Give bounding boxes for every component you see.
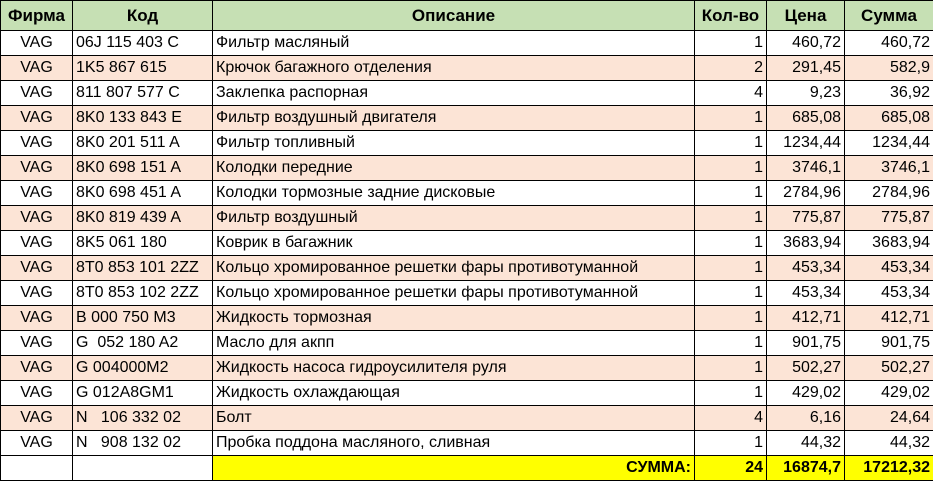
cell-code: B 000 750 M3 [73, 306, 213, 331]
cell-sum: 3683,94 [845, 231, 933, 256]
header-row [1, 1, 933, 31]
cell-qty: 1 [695, 281, 767, 306]
cell-firm: VAG [1, 331, 73, 356]
cell-firm: VAG [1, 231, 73, 256]
cell-description: Фильтр топливный [213, 131, 695, 156]
cell-description: Фильтр воздушный [213, 206, 695, 231]
cell-qty: 1 [695, 131, 767, 156]
cell-qty: 4 [695, 81, 767, 106]
cell-firm: VAG [1, 406, 73, 431]
cell-sum: 429,02 [845, 381, 933, 406]
cell-code: N 106 332 02 [73, 406, 213, 431]
totals-blank-firm [1, 456, 73, 481]
table-row [1, 81, 933, 106]
cell-price: 6,16 [767, 406, 845, 431]
cell-qty: 1 [695, 206, 767, 231]
cell-description: Колодки передние [213, 156, 695, 181]
table-body [1, 31, 933, 456]
cell-price: 1234,44 [767, 131, 845, 156]
cell-price: 453,34 [767, 256, 845, 281]
cell-code: 8K0 698 451 A [73, 181, 213, 206]
cell-sum: 460,72 [845, 31, 933, 56]
table-row [1, 331, 933, 356]
table-row [1, 231, 933, 256]
cell-sum: 775,87 [845, 206, 933, 231]
cell-description: Крючок багажного отделения [213, 56, 695, 81]
header-firm: Фирма [1, 1, 73, 31]
table-row [1, 56, 933, 81]
cell-description: Масло для акпп [213, 331, 695, 356]
cell-firm: VAG [1, 56, 73, 81]
header-sum: Сумма [845, 1, 933, 31]
cell-price: 685,08 [767, 106, 845, 131]
totals-blank-code [73, 456, 213, 481]
header-qty: Кол-во [695, 1, 767, 31]
cell-sum: 901,75 [845, 331, 933, 356]
cell-qty: 1 [695, 256, 767, 281]
cell-firm: VAG [1, 431, 73, 456]
cell-sum: 2784,96 [845, 181, 933, 206]
cell-qty: 1 [695, 231, 767, 256]
cell-sum: 582,9 [845, 56, 933, 81]
cell-price: 775,87 [767, 206, 845, 231]
table-row [1, 256, 933, 281]
cell-price: 460,72 [767, 31, 845, 56]
cell-code: 8T0 853 101 2ZZ [73, 256, 213, 281]
table-row [1, 31, 933, 56]
cell-price: 429,02 [767, 381, 845, 406]
cell-description: Заклепка распорная [213, 81, 695, 106]
cell-firm: VAG [1, 281, 73, 306]
cell-qty: 1 [695, 356, 767, 381]
cell-qty: 2 [695, 56, 767, 81]
cell-qty: 4 [695, 406, 767, 431]
table-row [1, 281, 933, 306]
cell-firm: VAG [1, 106, 73, 131]
cell-price: 44,32 [767, 431, 845, 456]
cell-description: Кольцо хромированное решетки фары противотуманной [213, 256, 695, 281]
cell-sum: 502,27 [845, 356, 933, 381]
cell-price: 502,27 [767, 356, 845, 381]
cell-description: Пробка поддона масляного, сливная [213, 431, 695, 456]
table-row [1, 206, 933, 231]
cell-firm: VAG [1, 131, 73, 156]
cell-qty: 1 [695, 381, 767, 406]
table-row [1, 381, 933, 406]
cell-firm: VAG [1, 31, 73, 56]
cell-price: 901,75 [767, 331, 845, 356]
cell-firm: VAG [1, 81, 73, 106]
cell-firm: VAG [1, 206, 73, 231]
cell-description: Жидкость насоса гидроусилителя руля [213, 356, 695, 381]
cell-price: 453,34 [767, 281, 845, 306]
cell-firm: VAG [1, 181, 73, 206]
cell-code: 8K0 819 439 A [73, 206, 213, 231]
cell-price: 3683,94 [767, 231, 845, 256]
table-row [1, 431, 933, 456]
cell-qty: 1 [695, 181, 767, 206]
cell-description: Фильтр воздушный двигателя [213, 106, 695, 131]
cell-firm: VAG [1, 156, 73, 181]
cell-price: 412,71 [767, 306, 845, 331]
cell-code: G 012A8GM1 [73, 381, 213, 406]
cell-firm: VAG [1, 356, 73, 381]
cell-description: Фильтр масляный [213, 31, 695, 56]
cell-qty: 1 [695, 331, 767, 356]
cell-qty: 1 [695, 156, 767, 181]
cell-sum: 24,64 [845, 406, 933, 431]
cell-description: Кольцо хромированное решетки фары противотуманной [213, 281, 695, 306]
header-price: Цена [767, 1, 845, 31]
totals-qty: 24 [695, 456, 767, 481]
cell-price: 3746,1 [767, 156, 845, 181]
cell-code: 8K0 698 151 A [73, 156, 213, 181]
table-row [1, 306, 933, 331]
cell-price: 2784,96 [767, 181, 845, 206]
header-description: Описание [213, 1, 695, 31]
cell-firm: VAG [1, 381, 73, 406]
cell-qty: 1 [695, 31, 767, 56]
cell-qty: 1 [695, 106, 767, 131]
cell-description: Жидкость тормозная [213, 306, 695, 331]
cell-firm: VAG [1, 256, 73, 281]
cell-price: 291,45 [767, 56, 845, 81]
totals-price: 16874,7 [767, 456, 845, 481]
cell-code: 8K0 201 511 A [73, 131, 213, 156]
cell-qty: 1 [695, 306, 767, 331]
table-row [1, 131, 933, 156]
table-header [1, 1, 933, 31]
cell-code: 1K5 867 615 [73, 56, 213, 81]
cell-code: 8T0 853 102 2ZZ [73, 281, 213, 306]
cell-code: 8K5 061 180 [73, 231, 213, 256]
cell-sum: 412,71 [845, 306, 933, 331]
cell-price: 9,23 [767, 81, 845, 106]
cell-description: Болт [213, 406, 695, 431]
cell-description: Коврик в багажник [213, 231, 695, 256]
cell-sum: 453,34 [845, 281, 933, 306]
cell-firm: VAG [1, 306, 73, 331]
totals-row [1, 456, 933, 481]
header-code: Код [73, 1, 213, 31]
cell-sum: 44,32 [845, 431, 933, 456]
cell-sum: 685,08 [845, 106, 933, 131]
table-row [1, 181, 933, 206]
cell-code: 8K0 133 843 E [73, 106, 213, 131]
cell-code: G 004000M2 [73, 356, 213, 381]
table-row [1, 406, 933, 431]
cell-description: Жидкость охлаждающая [213, 381, 695, 406]
table-row [1, 356, 933, 381]
table-row [1, 106, 933, 131]
cell-code: 06J 115 403 C [73, 31, 213, 56]
cell-qty: 1 [695, 431, 767, 456]
table-footer [1, 456, 933, 481]
totals-label: СУММА: [213, 456, 695, 481]
totals-sum: 17212,32 [845, 456, 933, 481]
cell-sum: 36,92 [845, 81, 933, 106]
cell-sum: 453,34 [845, 256, 933, 281]
cell-description: Колодки тормозные задние дисковые [213, 181, 695, 206]
cell-sum: 3746,1 [845, 156, 933, 181]
table-row [1, 156, 933, 181]
cell-code: G 052 180 A2 [73, 331, 213, 356]
cell-code: N 908 132 02 [73, 431, 213, 456]
cell-sum: 1234,44 [845, 131, 933, 156]
cell-code: 811 807 577 C [73, 81, 213, 106]
